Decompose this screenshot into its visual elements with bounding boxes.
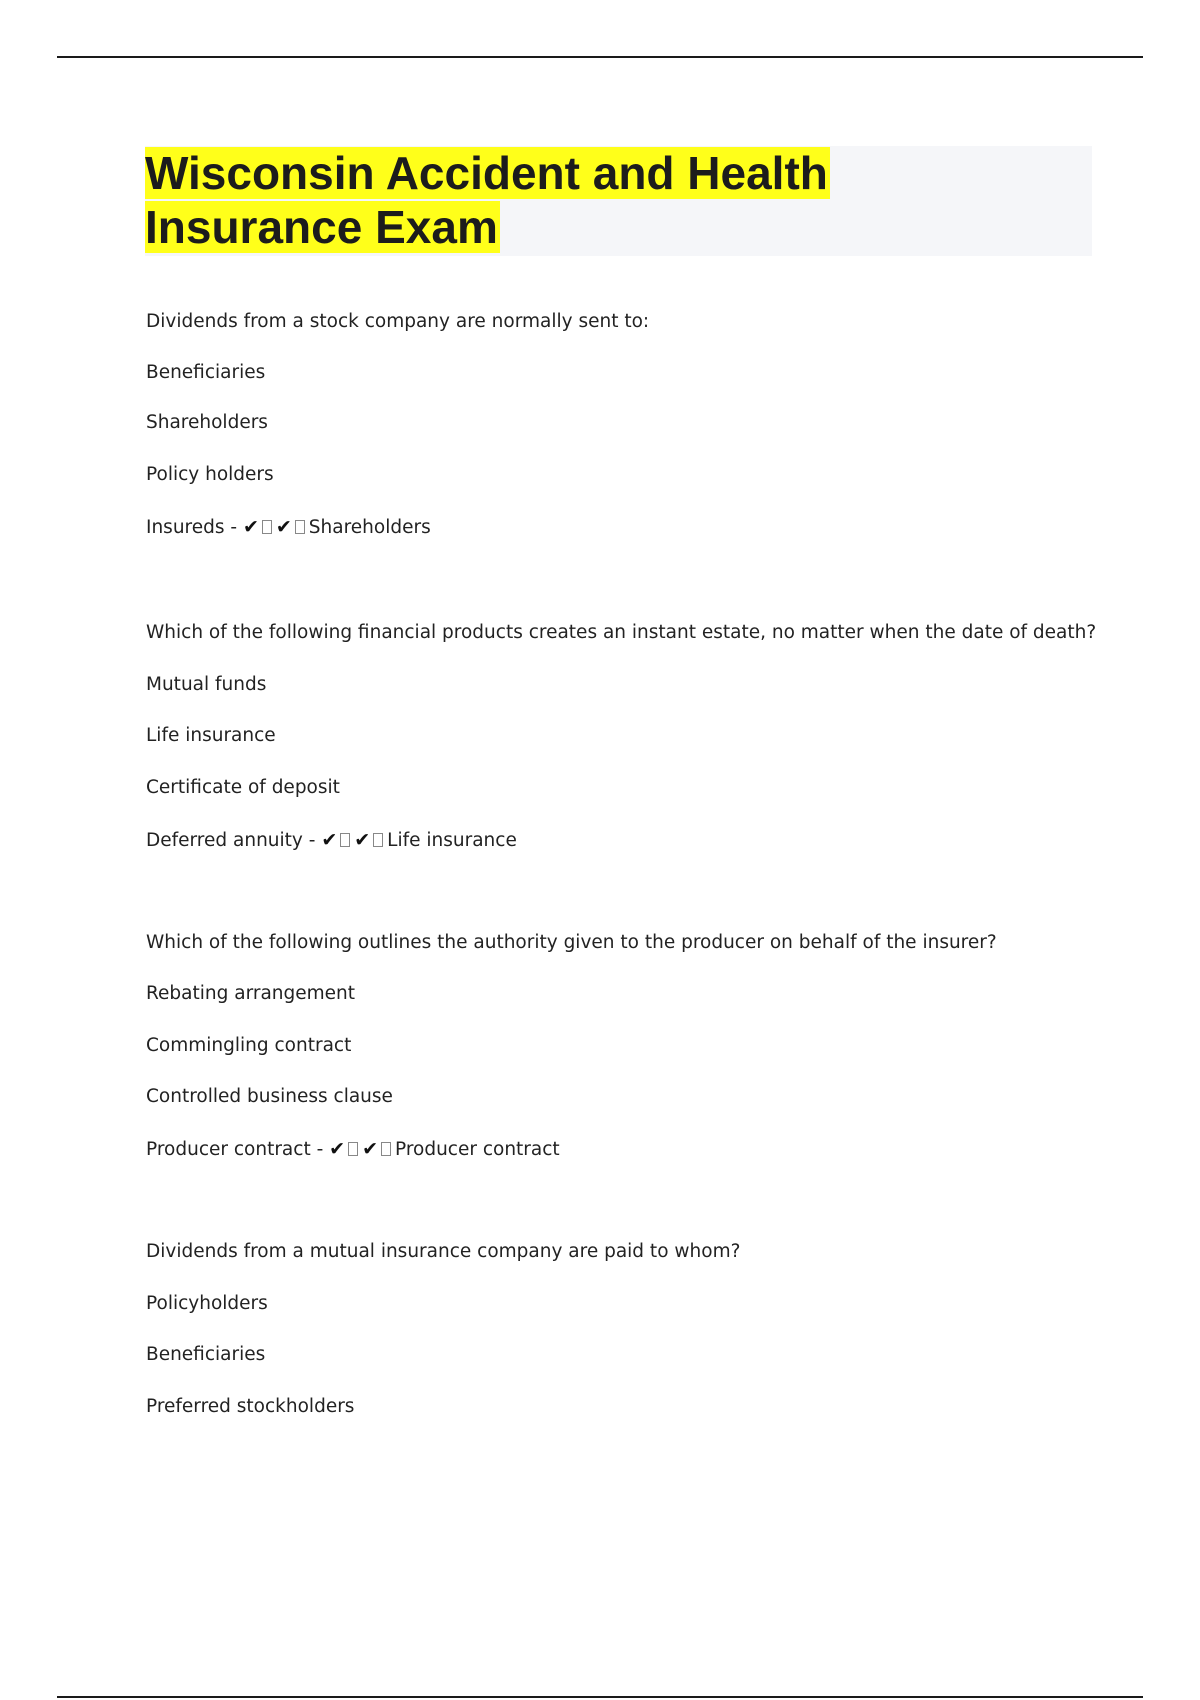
option-text: Shareholders [146,412,268,433]
check-icon: ✔ [321,829,338,851]
option-text: Controlled business clause [146,1086,393,1107]
option-text: Policyholders [146,1293,268,1314]
answer-text: Shareholders [308,517,431,538]
answer-text: Life insurance [387,830,517,851]
title-block [145,146,1092,256]
answer-line [146,828,517,853]
title-line-1: Wisconsin Accident and Health [145,147,828,199]
option-text: Mutual funds [146,674,267,695]
answer-text: Producer contract [394,1139,560,1160]
check-icon: ✔ [362,1138,378,1160]
header-rule [57,56,1143,58]
option-text: Commingling contract [146,1035,352,1056]
box-icon [262,520,272,534]
box-icon [373,833,383,847]
box-icon [340,833,350,847]
option-text: Insureds - [146,517,243,538]
option-text: Deferred annuity - [146,830,322,851]
option-text: Policy holders [146,464,274,485]
box-icon [348,1142,358,1156]
box-icon [295,520,305,534]
answer-line [146,515,431,540]
option-text: Certificate of deposit [146,777,340,798]
title-line-2: Insurance Exam [145,201,498,253]
question-text: Dividends from a stock company are normally sent to: [146,311,650,332]
check-icon: ✔ [354,829,371,851]
option-text: Rebating arrangement [146,983,356,1004]
box-icon [381,1142,391,1156]
option-text: Life insurance [146,725,276,746]
page-title [145,146,1092,254]
option-text: Producer contract - [146,1139,330,1160]
option-text: Beneficiaries [146,362,266,383]
question-text: Which of the following financial products creates an instant estate, no matter when the date of death? [146,622,1097,643]
question-text: Which of the following outlines the authority given to the producer on behalf of the insurer? [146,932,997,953]
answer-line [146,1137,560,1162]
footer-rule [57,1696,1143,1698]
check-icon: ✔ [329,1138,346,1160]
check-icon: ✔ [275,516,292,538]
option-text: Preferred stockholders [146,1396,355,1417]
check-icon: ✔ [242,516,259,538]
option-text: Beneficiaries [146,1344,266,1365]
question-text: Dividends from a mutual insurance company are paid to whom? [146,1241,741,1262]
